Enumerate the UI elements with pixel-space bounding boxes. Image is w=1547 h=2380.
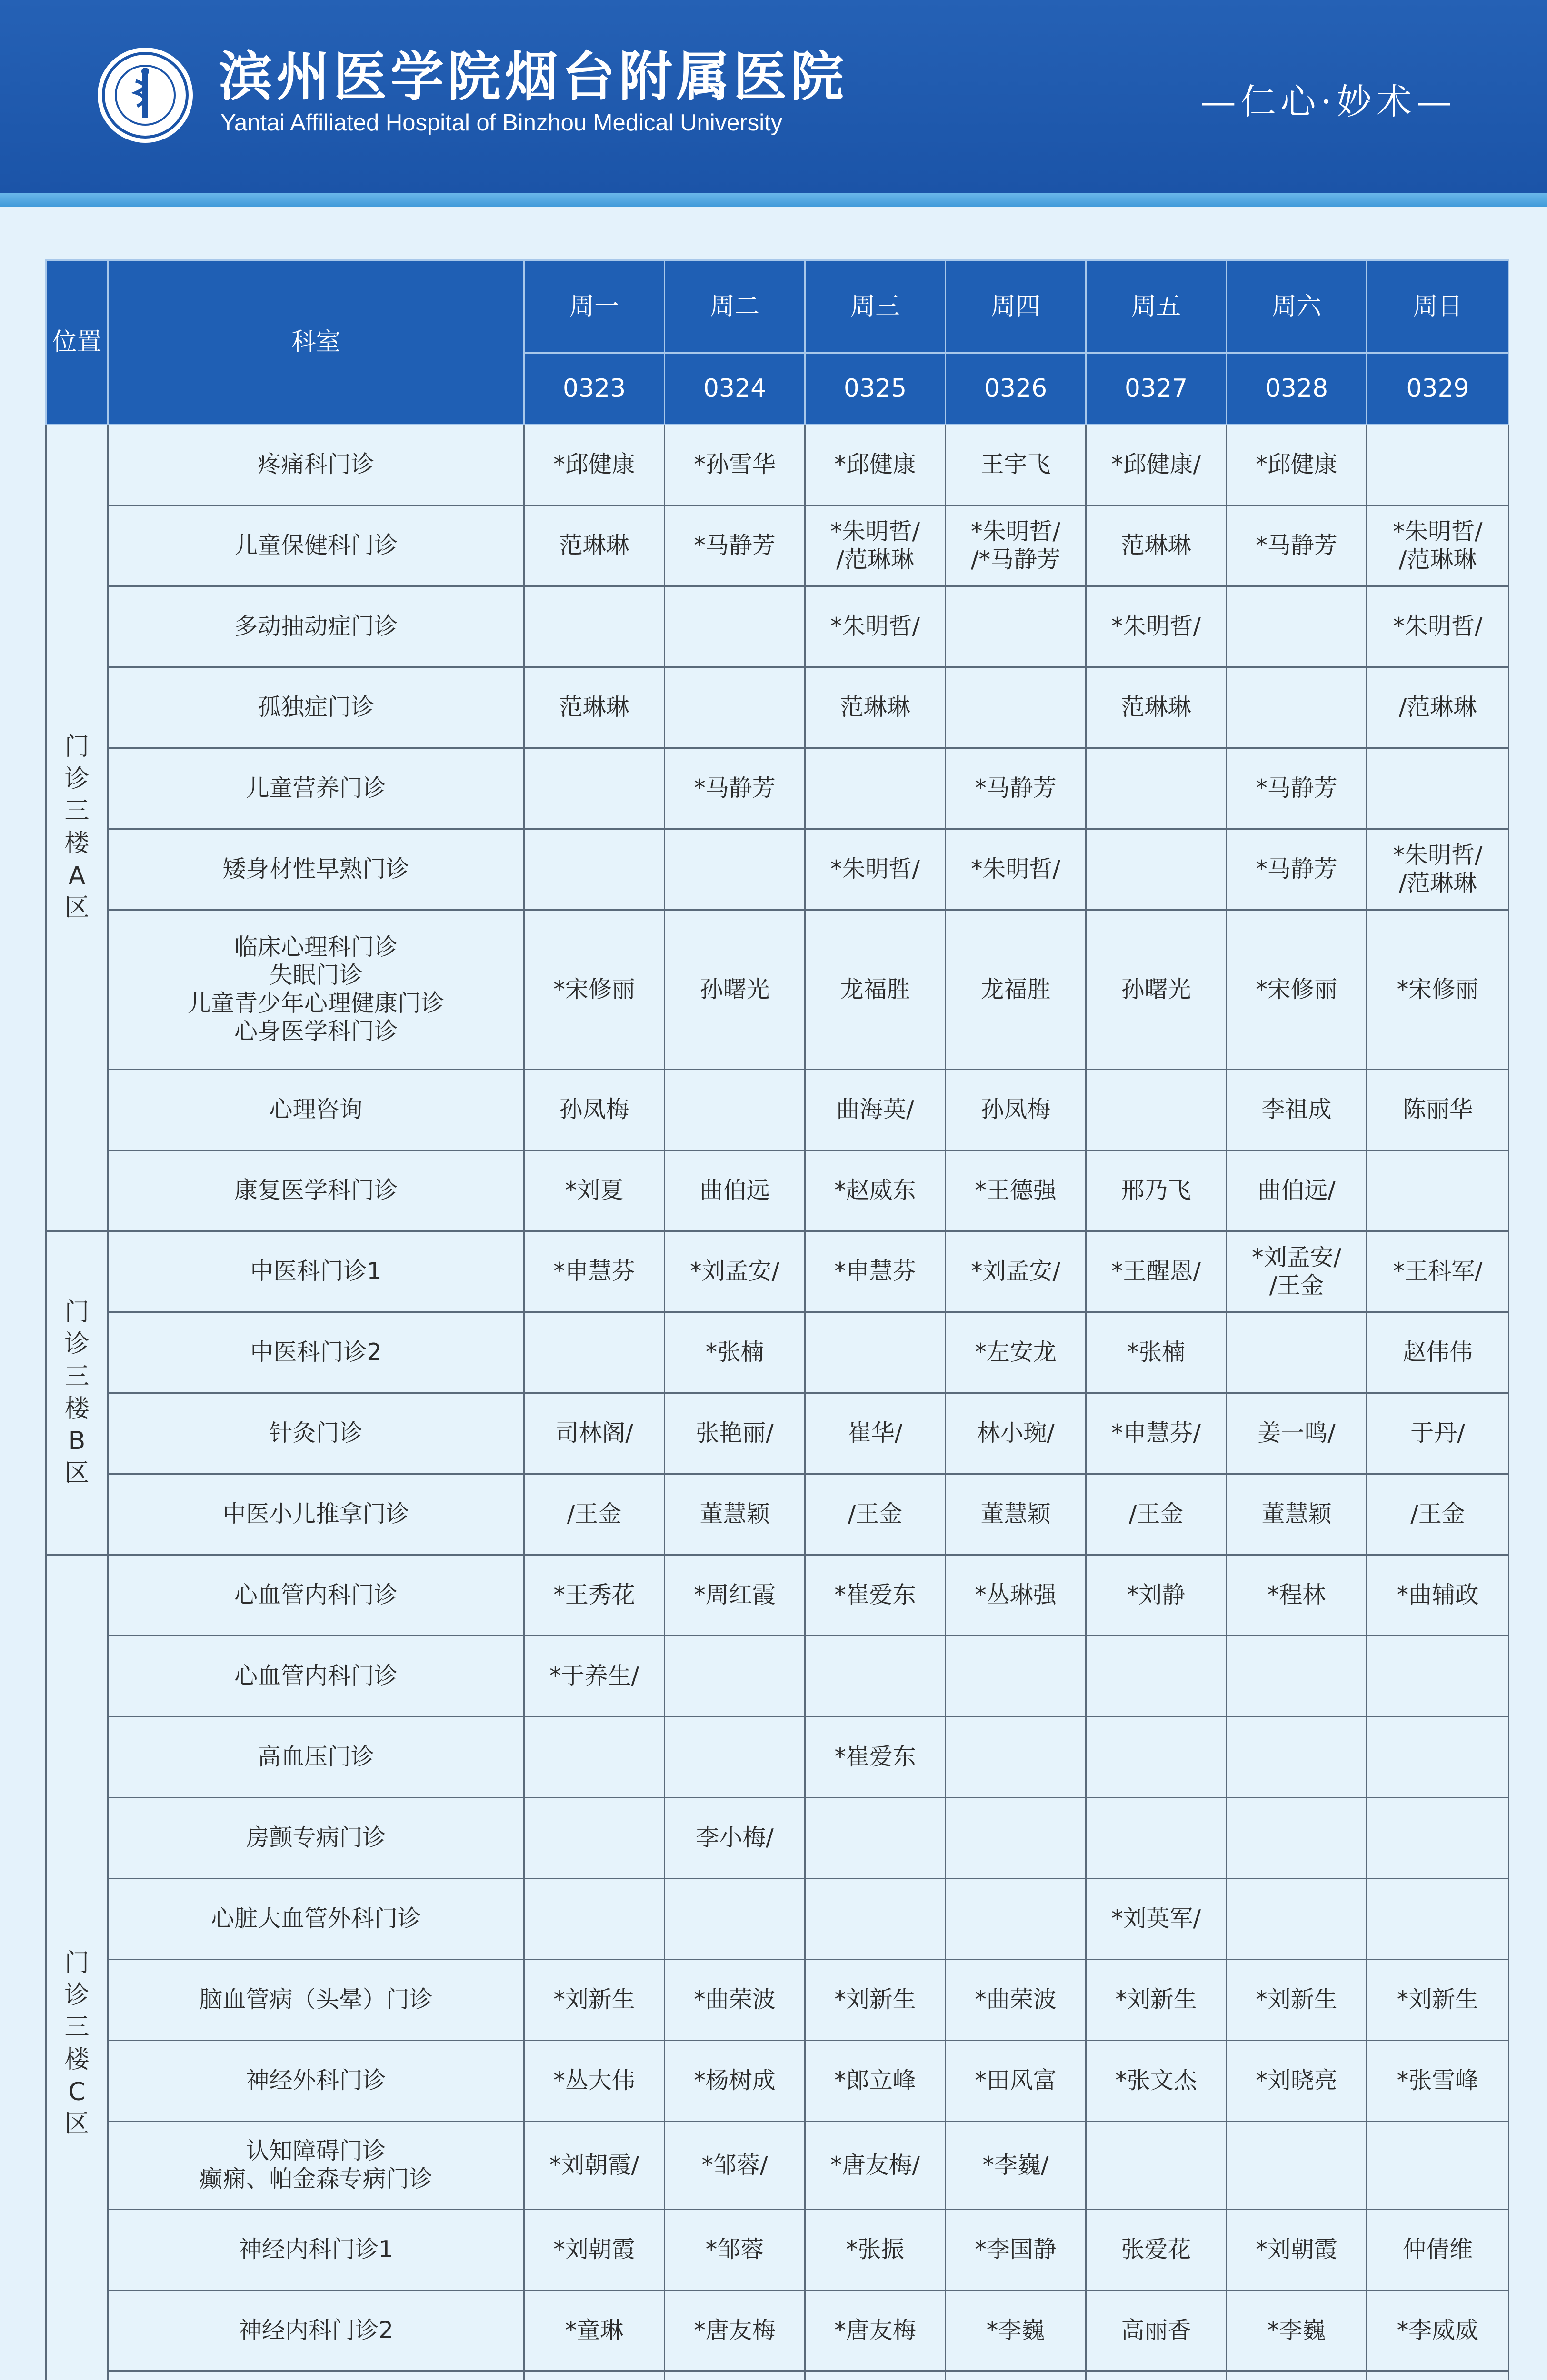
doctor-cell [1227,586,1367,667]
doctor-cell [665,1070,805,1150]
doctor-cell: *邱健康 [1227,425,1367,506]
doctor-cell [1367,1798,1509,1879]
header-date: 0325 [805,353,946,425]
doctor-cell [946,667,1086,748]
header-weekday: 周二 [665,260,805,353]
doctor-cell: *王醒恩/ [1086,1231,1227,1312]
doctor-cell [1227,1798,1367,1879]
doctor-cell: *邱健康 [805,425,946,506]
doctor-cell [946,1717,1086,1798]
doctor-cell: *刘朝霞 [524,2210,665,2291]
department-cell: 中医小儿推拿门诊 [108,1474,524,1555]
table-row [46,1636,1509,1717]
doctor-cell [1086,1717,1227,1798]
doctor-cell: *唐友梅 [665,2291,805,2371]
doctor-cell: *张楠 [665,1312,805,1393]
doctor-cell: *申慧芬 [524,1231,665,1312]
table-row [46,1070,1509,1150]
table-row [46,506,1509,586]
location-cell: 门 诊 三 楼 C 区 [46,1555,108,2380]
doctor-cell: *马静芳 [665,748,805,829]
doctor-cell [1086,829,1227,910]
doctor-cell: *朱明哲/ [946,829,1086,910]
doctor-cell [1086,1070,1227,1150]
doctor-cell: *童琳 [524,2291,665,2371]
table-row [46,748,1509,829]
table-row [46,2041,1509,2122]
department-cell: 心脏大血管外科门诊 [108,1879,524,1960]
doctor-cell: 范琳琳 [805,667,946,748]
hospital-logo-icon [95,45,195,145]
doctor-cell: 陈丽华 [1367,1070,1509,1150]
doctor-cell: 崔华/ [805,1393,946,1474]
doctor-cell: *刘新生 [1227,1960,1367,2041]
header-weekday: 周一 [524,260,665,353]
doctor-cell [524,1717,665,1798]
doctor-cell: *孙雪华 [665,425,805,506]
doctor-cell [524,586,665,667]
doctor-cell [665,2371,805,2380]
department-cell: 心血管内科门诊 [108,1555,524,1636]
doctor-cell [524,1312,665,1393]
doctor-cell: 董慧颖 [1227,1474,1367,1555]
doctor-cell [1367,2371,1509,2380]
table-row [46,829,1509,910]
table-row [46,1231,1509,1312]
doctor-cell: 于丹/ [1367,1393,1509,1474]
doctor-cell: *刘新生 [1367,1960,1509,2041]
doctor-cell [1227,1312,1367,1393]
doctor-cell: *朱明哲/ /范琳琳 [1367,829,1509,910]
doctor-cell: *李威威 [1367,2291,1509,2371]
table-row [46,1879,1509,1960]
doctor-cell: *邱健康 [524,425,665,506]
doctor-cell: *刘新生 [524,1960,665,2041]
doctor-cell: *王科军/ [1367,1231,1509,1312]
doctor-cell [1227,1636,1367,1717]
doctor-cell: *崔爱东 [805,1555,946,1636]
doctor-cell: *申慧芬 [805,1231,946,1312]
doctor-cell: 范琳琳 [1086,667,1227,748]
doctor-cell: *丛琳强 [946,1555,1086,1636]
doctor-cell: 张艳丽/ [665,1393,805,1474]
doctor-cell: 范琳琳 [524,506,665,586]
doctor-cell: *刘孟安/ /王金 [1227,1231,1367,1312]
table-row [46,2291,1509,2371]
doctor-cell: *刘朝霞/ [524,2122,665,2210]
doctor-cell: *马静芳 [1227,748,1367,829]
doctor-cell [1086,2122,1227,2210]
header-weekday: 周四 [946,260,1086,353]
table-row [46,2210,1509,2291]
doctor-cell: *崔爱东 [805,1717,946,1798]
location-cell: 门 诊 三 楼 A 区 [46,425,108,1231]
doctor-cell [665,667,805,748]
doctor-cell: 李小梅/ [665,1798,805,1879]
doctor-cell [1086,2371,1227,2380]
doctor-cell: *朱明哲/ [1086,586,1227,667]
doctor-cell: *刘朝霞 [1227,2210,1367,2291]
doctor-cell: /王金 [1367,1474,1509,1555]
header-weekday: 周五 [1086,260,1227,353]
doctor-cell: *曲荣波 [665,1960,805,2041]
doctor-cell: 姜一鸣/ [1227,1393,1367,1474]
doctor-cell: *马静芳 [665,506,805,586]
doctor-cell: *曲荣波 [946,1960,1086,2041]
doctor-cell [805,2371,946,2380]
doctor-cell [1227,1879,1367,1960]
doctor-cell [805,1879,946,1960]
doctor-cell: 曲伯远/ [1227,1150,1367,1231]
hospital-name: 滨州医学院烟台附属医院 [219,46,848,108]
department-cell: 孤独症门诊 [108,667,524,748]
doctor-cell [524,748,665,829]
doctor-cell: 孙曙光 [1086,910,1227,1070]
doctor-cell: *于养生/ [524,1636,665,1717]
header-date: 0326 [946,353,1086,425]
doctor-cell: 林小琬/ [946,1393,1086,1474]
table-row [46,1474,1509,1555]
doctor-cell: *曲辅政 [1367,1555,1509,1636]
doctor-cell [1367,748,1509,829]
header-location: 位置 [46,260,108,425]
table-row [46,1393,1509,1474]
doctor-cell: *宋修丽 [524,910,665,1070]
department-cell: 神经内科门诊1 [108,2210,524,2291]
doctor-cell: 李祖成 [1227,1070,1367,1150]
department-cell: 多动抽动症门诊 [108,586,524,667]
location-cell: 门 诊 三 楼 B 区 [46,1231,108,1555]
table-row [46,1798,1509,1879]
doctor-cell: 仲倩维 [1367,2210,1509,2291]
doctor-cell [805,1798,946,1879]
department-cell: 神经外科门诊 [108,2041,524,2122]
schedule-table [45,259,1509,2380]
header-weekday: 周日 [1367,260,1509,353]
doctor-cell [1367,2122,1509,2210]
doctor-cell: 赵伟伟 [1367,1312,1509,1393]
doctor-cell: *唐友梅 [805,2291,946,2371]
doctor-cell: *刘孟安/ [665,1231,805,1312]
doctor-cell [1367,1636,1509,1717]
doctor-cell [805,748,946,829]
table-row [46,1555,1509,1636]
doctor-cell: 龙福胜 [805,910,946,1070]
department-cell: 儿童保健科门诊 [108,506,524,586]
doctor-cell: *李国静 [946,2210,1086,2291]
doctor-cell: /王金 [1086,1474,1227,1555]
doctor-cell: 董慧颖 [946,1474,1086,1555]
doctor-cell [805,1312,946,1393]
doctor-cell [665,829,805,910]
table-row [46,1150,1509,1231]
doctor-cell [665,1636,805,1717]
department-cell: 儿童营养门诊 [108,748,524,829]
header-stripe [0,193,1547,207]
doctor-cell: *王秀花 [524,1555,665,1636]
table-row [46,667,1509,748]
doctor-cell: *马静芳 [946,748,1086,829]
department-cell: 房颤专病门诊 [108,1798,524,1879]
doctor-cell [524,2371,665,2380]
doctor-cell: 龙福胜 [946,910,1086,1070]
department-cell: 心理咨询 [108,1070,524,1150]
doctor-cell [524,829,665,910]
doctor-cell: 范琳琳 [524,667,665,748]
doctor-cell: *程林 [1227,1555,1367,1636]
department-cell: 脑血管病（头晕）门诊 [108,1960,524,2041]
doctor-cell: *宋修丽 [1227,910,1367,1070]
department-cell: 高血压门诊 [108,1717,524,1798]
doctor-cell: *朱明哲/ [805,829,946,910]
doctor-cell: *王德强 [946,1150,1086,1231]
doctor-cell: *马静芳 [1227,829,1367,910]
doctor-cell: *邱健康/ [1086,425,1227,506]
slogan: —仁心·妙术— [1200,81,1457,122]
doctor-cell [1227,1717,1367,1798]
doctor-cell [1086,1798,1227,1879]
doctor-cell: /王金 [524,1474,665,1555]
doctor-cell [805,1636,946,1717]
doctor-cell: *张文杰 [1086,2041,1227,2122]
doctor-cell: 张爱花 [1086,2210,1227,2291]
doctor-cell: *刘英军/ [1086,1879,1227,1960]
table-row [46,425,1509,506]
doctor-cell: *邹蓉/ [665,2122,805,2210]
table-row [46,1960,1509,2041]
doctor-cell: *刘孟安/ [946,1231,1086,1312]
doctor-cell: *杨树成 [665,2041,805,2122]
doctor-cell: *张振 [805,2210,946,2291]
doctor-cell: 邢乃飞 [1086,1150,1227,1231]
doctor-cell [946,1636,1086,1717]
department-cell: 中医科门诊1 [108,1231,524,1312]
doctor-cell: *刘新生 [1086,1960,1227,2041]
doctor-cell: *左安龙 [946,1312,1086,1393]
doctor-cell: *朱明哲/ /范琳琳 [1367,506,1509,586]
department-cell: 认知障碍门诊 癫痫、帕金森专病门诊 [108,2122,524,2210]
doctor-cell: *申慧芬/ [1086,1393,1227,1474]
doctor-cell: *李巍 [1227,2291,1367,2371]
doctor-cell: *朱明哲/ [805,586,946,667]
doctor-cell: *田风富 [946,2041,1086,2122]
header-date: 0324 [665,353,805,425]
table-row [46,2122,1509,2210]
table-row [46,1312,1509,1393]
doctor-cell: *李巍 [946,2291,1086,2371]
header-weekday: 周六 [1227,260,1367,353]
header-department: 科室 [108,260,524,425]
department-cell: 神经内科门诊2 [108,2291,524,2371]
doctor-cell: *周红霞 [665,1555,805,1636]
department-cell [108,2371,524,2380]
doctor-cell: *郎立峰 [805,2041,946,2122]
doctor-cell: 孙曙光 [665,910,805,1070]
department-cell: 疼痛科门诊 [108,425,524,506]
doctor-cell: *朱明哲/ /范琳琳 [805,506,946,586]
header-bar [0,0,1547,193]
department-cell: 针灸门诊 [108,1393,524,1474]
table-row [46,2371,1509,2380]
doctor-cell: /王金 [805,1474,946,1555]
doctor-cell [524,1879,665,1960]
doctor-cell [665,1879,805,1960]
doctor-cell: *刘晓亮 [1227,2041,1367,2122]
doctor-cell [524,1798,665,1879]
doctor-cell: 王宇飞 [946,425,1086,506]
hospital-name-english: Yantai Affiliated Hospital of Binzhou Medical University [220,110,783,136]
table-row [46,910,1509,1070]
doctor-cell [946,1798,1086,1879]
doctor-cell: *丛大伟 [524,2041,665,2122]
doctor-cell: *刘夏 [524,1150,665,1231]
doctor-cell [1086,748,1227,829]
doctor-cell [946,1879,1086,1960]
doctor-cell [665,586,805,667]
doctor-cell: 孙凤梅 [946,1070,1086,1150]
doctor-cell: *唐友梅/ [805,2122,946,2210]
doctor-cell: *朱明哲/ [1367,586,1509,667]
doctor-cell: 范琳琳 [1086,506,1227,586]
doctor-cell: *宋修丽 [1367,910,1509,1070]
doctor-cell: 高丽香 [1086,2291,1227,2371]
doctor-cell: 司林阁/ [524,1393,665,1474]
doctor-cell [946,586,1086,667]
doctor-cell [1227,667,1367,748]
doctor-cell: *马静芳 [1227,506,1367,586]
doctor-cell: *刘静 [1086,1555,1227,1636]
department-cell: 心血管内科门诊 [108,1636,524,1717]
header-weekday: 周三 [805,260,946,353]
doctor-cell [1367,1150,1509,1231]
doctor-cell [946,2371,1086,2380]
doctor-cell: *刘新生 [805,1960,946,2041]
doctor-cell: /范琳琳 [1367,667,1509,748]
department-cell: 矮身材性早熟门诊 [108,829,524,910]
header-date: 0329 [1367,353,1509,425]
doctor-cell [665,1717,805,1798]
doctor-cell: *邹蓉 [665,2210,805,2291]
doctor-cell: *朱明哲/ /*马静芳 [946,506,1086,586]
department-cell: 康复医学科门诊 [108,1150,524,1231]
doctor-cell: 董慧颖 [665,1474,805,1555]
header-date: 0323 [524,353,665,425]
doctor-cell: *赵威东 [805,1150,946,1231]
header-date: 0327 [1086,353,1227,425]
doctor-cell [1367,1879,1509,1960]
doctor-cell [1227,2371,1367,2380]
table-row [46,586,1509,667]
doctor-cell [1367,1717,1509,1798]
doctor-cell [1086,1636,1227,1717]
doctor-cell: 曲海英/ [805,1070,946,1150]
doctor-cell: *李巍/ [946,2122,1086,2210]
table-row [46,1717,1509,1798]
header-date: 0328 [1227,353,1367,425]
doctor-cell: 孙凤梅 [524,1070,665,1150]
department-cell: 中医科门诊2 [108,1312,524,1393]
department-cell: 临床心理科门诊 失眠门诊 儿童青少年心理健康门诊 心身医学科门诊 [108,910,524,1070]
doctor-cell [1227,2122,1367,2210]
doctor-cell [1367,425,1509,506]
doctor-cell: *张雪峰 [1367,2041,1509,2122]
doctor-cell: 曲伯远 [665,1150,805,1231]
doctor-cell: *张楠 [1086,1312,1227,1393]
